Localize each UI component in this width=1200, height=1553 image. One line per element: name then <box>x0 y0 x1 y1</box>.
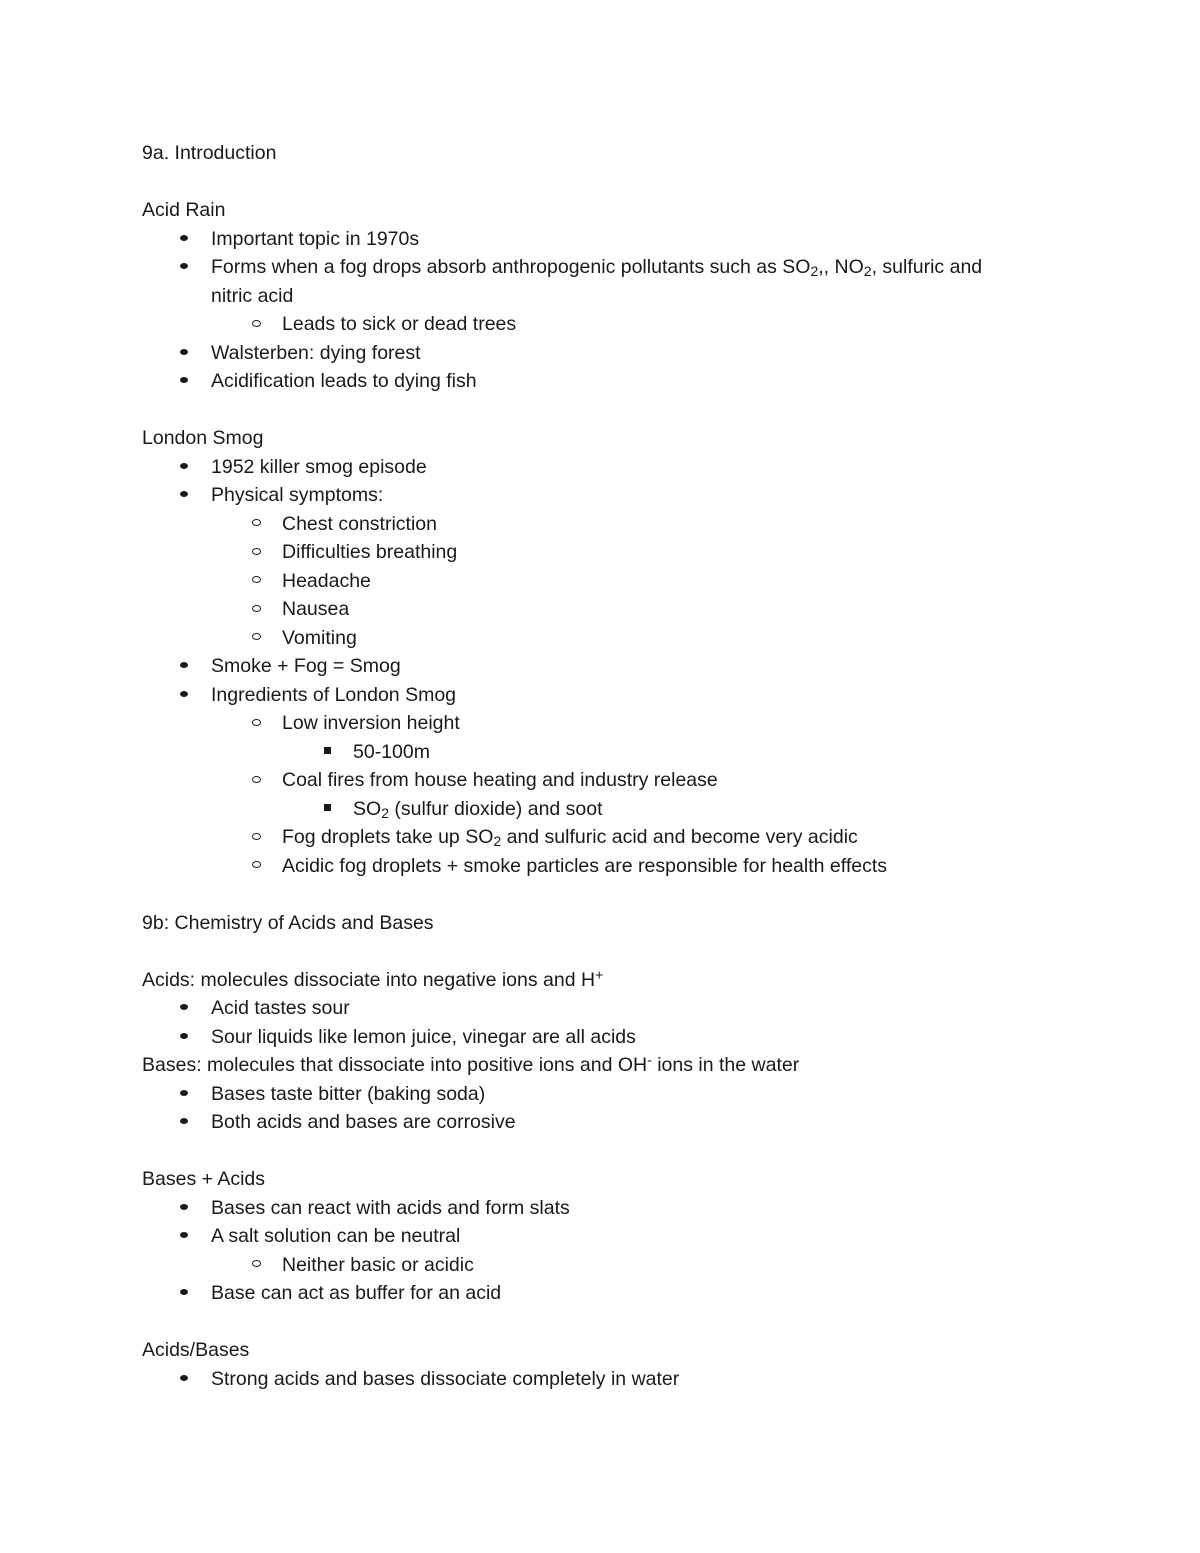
list-item-text: Headache <box>282 569 371 592</box>
list-item <box>142 823 1102 852</box>
list-item-text: Vomiting <box>282 626 357 649</box>
acids-definition: Acids: molecules dissociate into negative ions and H+ <box>142 966 604 991</box>
list-item <box>142 1365 1102 1394</box>
list-item <box>142 795 1102 824</box>
list-item <box>142 852 1102 881</box>
list-item-text: Bases taste bitter (baking soda) <box>211 1082 486 1105</box>
bullet-dot-icon <box>174 1222 194 1251</box>
bases-definition: Bases: molecules that dissociate into positive ions and OH- ions in the water <box>142 1051 800 1076</box>
bullet-dot-icon <box>174 1194 194 1223</box>
list-item-text: Nausea <box>282 598 350 620</box>
bullet-circle-icon <box>246 310 266 339</box>
list-item <box>142 766 1102 795</box>
list-item-text: Acidic fog droplets + smoke particles are responsible for health effects <box>282 854 887 877</box>
bullet-dot-icon <box>174 225 194 254</box>
spacer <box>142 937 1102 966</box>
list-item-text: Physical symptoms: <box>211 484 384 506</box>
list-item-text: Strong acids and bases dissociate completely in water <box>211 1367 680 1390</box>
spacer <box>142 396 1102 425</box>
list-item <box>142 1023 1102 1052</box>
spacer <box>142 168 1102 197</box>
list-item <box>142 225 1102 254</box>
list-item-text: Forms when a fog drops absorb anthropogenic pollutants such as $SO_2$,, $NO_2$, sulfuric and <box>211 256 983 279</box>
list-item <box>142 681 1102 710</box>
bullet-dot-icon <box>174 481 194 510</box>
list-item <box>142 310 1102 339</box>
bullet-dot-icon <box>174 994 194 1023</box>
list-item <box>142 567 1102 596</box>
list-item-text: Base can act as buffer for an acid <box>211 1282 502 1304</box>
spacer <box>142 880 1102 909</box>
list-item <box>142 738 1102 767</box>
list-item <box>142 1251 1102 1280</box>
bullet-dot-icon <box>174 367 194 396</box>
bullet-dot-icon <box>174 339 194 368</box>
list-item <box>142 652 1102 681</box>
list-item <box>142 1222 1102 1251</box>
bullet-circle-icon <box>246 852 266 881</box>
bullet-dot-icon <box>174 1080 194 1109</box>
list-item-text: Acid tastes sour <box>211 997 350 1019</box>
bullet-circle-icon <box>246 510 266 539</box>
list-item <box>142 1080 1102 1109</box>
list-item-text: Ingredients of London Smog <box>211 683 457 706</box>
bullet-dot-icon <box>174 1108 194 1137</box>
list-item <box>142 1108 1102 1137</box>
list-item <box>142 994 1102 1023</box>
list-item-text: Smoke + Fog = Smog <box>211 655 401 677</box>
list-item-text: Bases can react with acids and form slats <box>211 1196 570 1219</box>
list-item-text: Acidification leads to dying fish <box>211 370 477 392</box>
bullet-dot-icon <box>174 1279 194 1308</box>
acid-rain-heading: Acid Rain <box>142 199 226 221</box>
bullet-dot-icon <box>174 253 194 282</box>
list-item-text: $SO_2$ (sulfur dioxide) and soot <box>353 797 603 821</box>
bullet-dot-icon <box>174 681 194 710</box>
bullet-dot-icon <box>174 453 194 482</box>
bullet-dot-icon <box>174 1023 194 1052</box>
list-item <box>142 538 1102 567</box>
bullet-circle-icon <box>246 766 266 795</box>
bullet-circle-icon <box>246 1251 266 1280</box>
bases-acids-heading: Bases + Acids <box>142 1168 266 1190</box>
bullet-dot-icon <box>174 1365 194 1394</box>
list-item <box>142 510 1102 539</box>
bullet-dot-icon <box>174 652 194 681</box>
list-item-text: A salt solution can be neutral <box>211 1225 461 1247</box>
list-item-text: Sour liquids like lemon juice, vinegar are all acids <box>211 1025 636 1048</box>
list-item-text: 1952 killer smog episode <box>211 455 427 478</box>
list-item-text: Both acids and bases are corrosive <box>211 1111 516 1133</box>
spacer <box>142 1137 1102 1166</box>
bullet-circle-icon <box>246 823 266 852</box>
list-item <box>142 1194 1102 1223</box>
london-smog-heading: London Smog <box>142 427 264 449</box>
section-9b-title: 9b: Chemistry of Acids and Bases <box>142 911 434 934</box>
list-item-text: Difficulties breathing <box>282 541 458 563</box>
bullet-square-icon <box>317 738 337 767</box>
bullet-circle-icon <box>246 709 266 738</box>
list-item <box>142 253 1102 282</box>
bullet-square-icon <box>317 795 337 824</box>
document-body <box>142 139 1102 1393</box>
list-item-continuation: nitric acid <box>211 284 294 307</box>
list-item-text: Coal fires from house heating and industry release <box>282 769 718 791</box>
list-item <box>142 624 1102 653</box>
list-item-text: Chest constriction <box>282 512 437 535</box>
list-item <box>142 481 1102 510</box>
list-item <box>142 1279 1102 1308</box>
list-item-text: Leads to sick or dead trees <box>282 313 517 335</box>
spacer <box>142 1308 1102 1337</box>
list-item <box>142 709 1102 738</box>
list-item <box>142 595 1102 624</box>
list-item <box>142 339 1102 368</box>
bullet-circle-icon <box>246 595 266 624</box>
acids-bases-heading: Acids/Bases <box>142 1339 250 1361</box>
list-item-text: 50-100m <box>353 740 430 763</box>
section-9a-title: 9a. Introduction <box>142 142 277 164</box>
bullet-circle-icon <box>246 567 266 596</box>
list-item <box>142 453 1102 482</box>
list-item-text: Important topic in 1970s <box>211 227 420 250</box>
list-item-text: Neither basic or acidic <box>282 1253 474 1276</box>
list-item-text: Walsterben: dying forest <box>211 341 421 364</box>
bullet-circle-icon <box>246 624 266 653</box>
list-item-text: Low inversion height <box>282 712 460 734</box>
list-item <box>142 367 1102 396</box>
bullet-circle-icon <box>246 538 266 567</box>
list-item-text: Fog droplets take up $SO_2$ and sulfuric acid and become very acidic <box>282 826 858 849</box>
